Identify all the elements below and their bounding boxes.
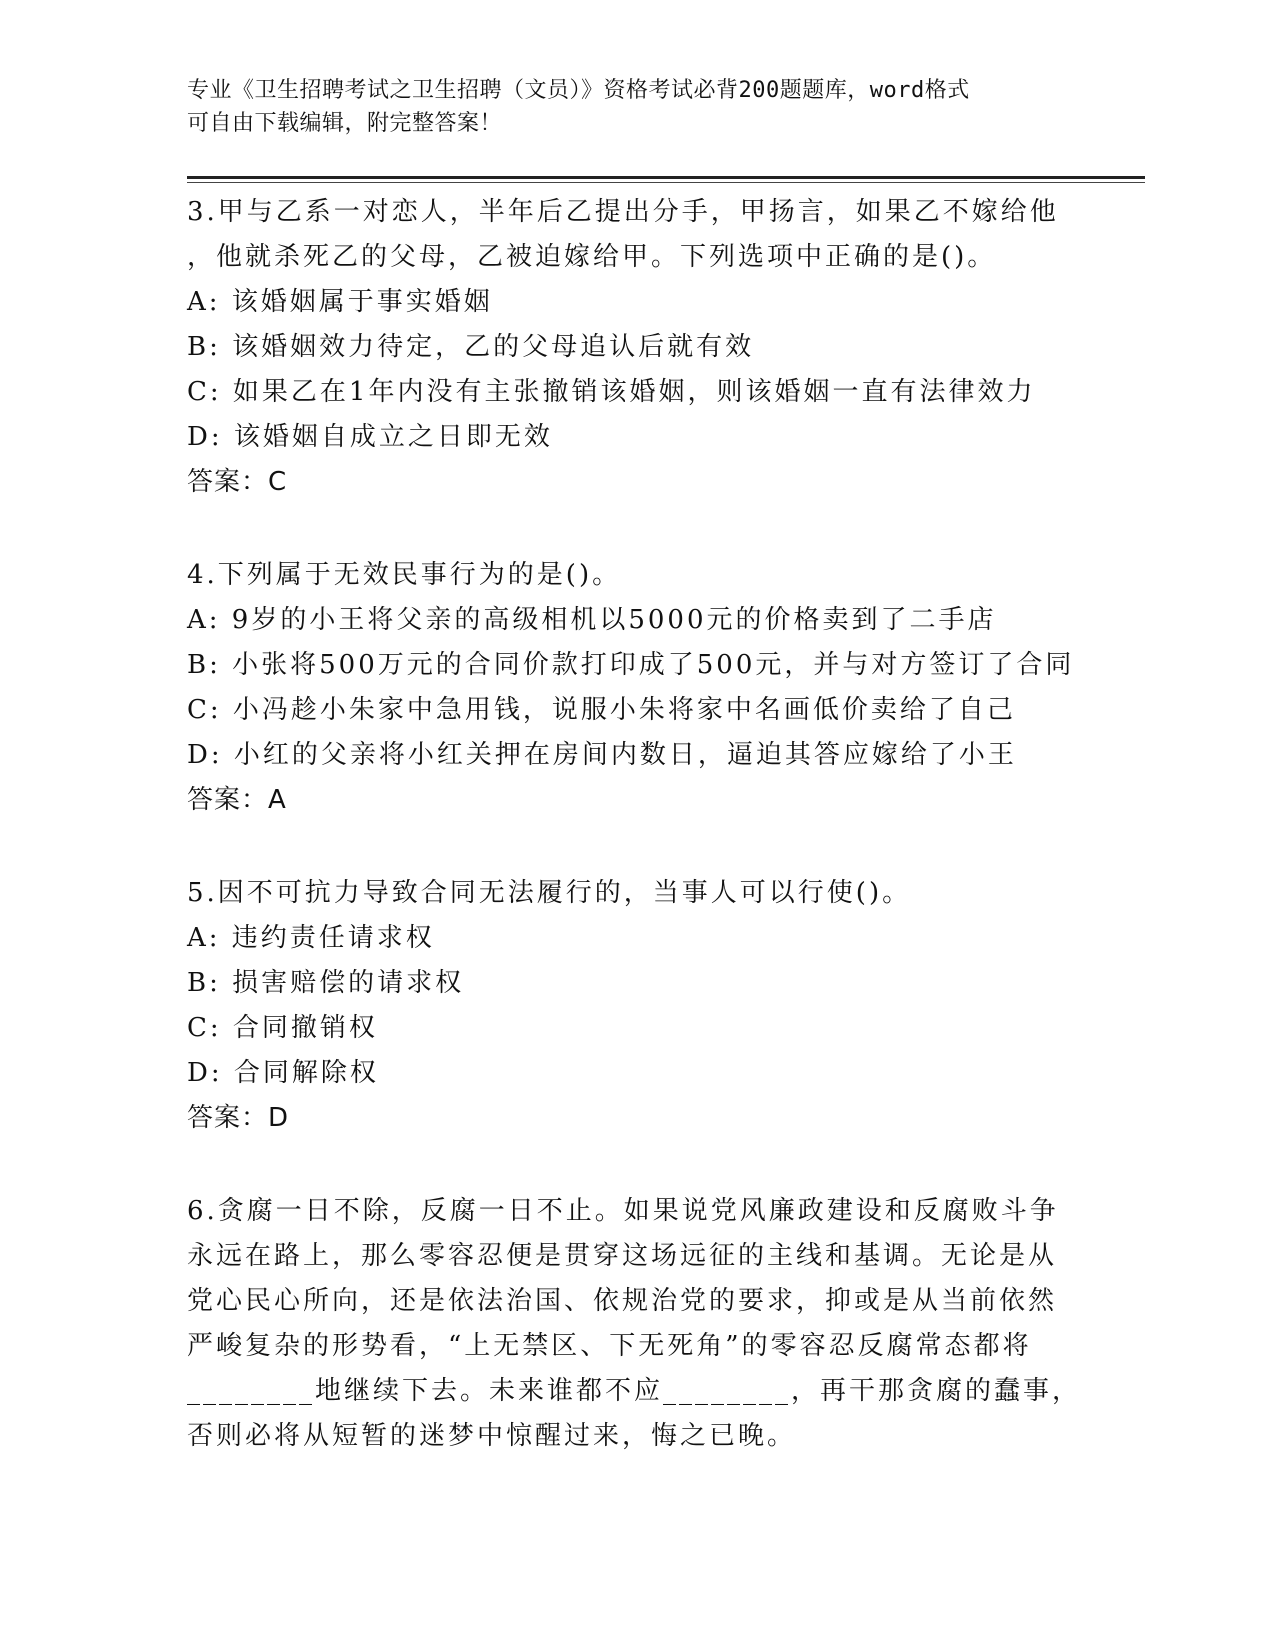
answer-line: 答案：D xyxy=(187,1103,290,1133)
header-line-2: 可自由下载编辑，附完整答案！ xyxy=(187,111,503,136)
question-stem-line: ________地继续下去。未来谁都不应________，再干那贪腐的蠢事， xyxy=(187,1376,1082,1406)
question-stem-line: 否则必将从短暂的迷梦中惊醒过来，悔之已晚。 xyxy=(187,1421,797,1451)
question-list xyxy=(187,190,1087,1507)
question-item xyxy=(187,553,1087,823)
question-stem-line: 3.甲与乙系一对恋人，半年后乙提出分手，甲扬言，如果乙不嫁给他 xyxy=(187,197,1059,227)
question-stem-line: 6.贪腐一日不除，反腐一日不止。如果说党风廉政建设和反腐败斗争 xyxy=(187,1196,1059,1226)
option-c: C: 小冯趁小朱家中急用钱，说服小朱将家中名画低价卖给了自己 xyxy=(187,695,1016,725)
question-stem-line: 4.下列属于无效民事行为的是()。 xyxy=(187,560,622,590)
option-c: C: 如果乙在1年内没有主张撤销该婚姻，则该婚姻一直有法律效力 xyxy=(187,377,1036,407)
question-item xyxy=(187,190,1087,505)
option-b: B: 该婚姻效力待定，乙的父母追认后就有效 xyxy=(187,332,755,362)
option-a: A: 违约责任请求权 xyxy=(187,923,435,953)
option-d: D: 小红的父亲将小红关押在房间内数日，逼迫其答应嫁给了小王 xyxy=(187,740,1017,770)
header-divider-thin xyxy=(187,182,1145,183)
option-d: D: 该婚姻自成立之日即无效 xyxy=(187,422,553,452)
option-b: B: 小张将500万元的合同价款打印成了500元，并与对方签订了合同 xyxy=(187,650,1075,680)
question-stem-line: 永远在路上，那么零容忍便是贯穿这场远征的主线和基调。无论是从 xyxy=(187,1241,1058,1271)
option-b: B: 损害赔偿的请求权 xyxy=(187,968,465,998)
header-line-1: 专业《卫生招聘考试之卫生招聘（文员）》资格考试必背200题题库，word格式 xyxy=(187,78,970,103)
answer-line: 答案：C xyxy=(187,467,288,497)
option-d: D: 合同解除权 xyxy=(187,1058,379,1088)
option-a: A: 9岁的小王将父亲的高级相机以5000元的价格卖到了二手店 xyxy=(187,605,997,635)
document-header xyxy=(187,74,1087,140)
header-divider-thick xyxy=(187,176,1145,179)
question-stem-line: 严峻复杂的形势看，“上无禁区、下无死角”的零容忍反腐常态都将 xyxy=(187,1331,1032,1361)
question-item xyxy=(187,1189,1087,1459)
option-a: A: 该婚姻属于事实婚姻 xyxy=(187,287,493,317)
question-stem-line: 5.因不可抗力导致合同无法履行的，当事人可以行使()。 xyxy=(187,878,912,908)
option-c: C: 合同撤销权 xyxy=(187,1013,378,1043)
question-stem-line: ，他就杀死乙的父母，乙被迫嫁给甲。下列选项中正确的是()。 xyxy=(187,242,997,272)
question-item xyxy=(187,871,1087,1141)
answer-line: 答案：A xyxy=(187,785,287,815)
question-stem-line: 党心民心所向，还是依法治国、依规治党的要求，抑或是从当前依然 xyxy=(187,1286,1058,1316)
